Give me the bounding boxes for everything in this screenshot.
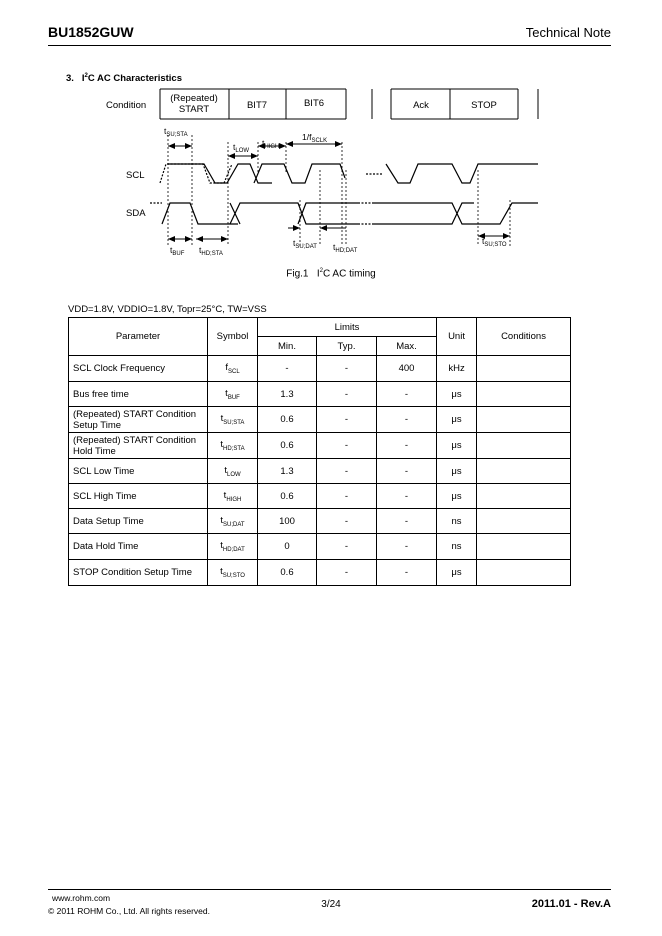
cell-conditions	[477, 382, 571, 407]
cell-max: -	[377, 484, 437, 509]
arrow-heads	[168, 141, 510, 242]
cell-symbol	[208, 407, 258, 433]
cell-unit: μs	[437, 407, 477, 433]
label-tsu-sta: $t_{SU;STA}$	[164, 126, 188, 138]
header-max: Max.	[377, 337, 437, 356]
symbol-main: t	[223, 489, 227, 501]
cell-typ: -	[317, 509, 377, 534]
scl-waveform	[160, 164, 538, 183]
header-conditions: Conditions	[477, 318, 571, 356]
cond-cell-bit6: BIT6	[303, 98, 325, 109]
cell-parameter: SCL Low Time	[69, 459, 208, 484]
signal-scl: SCL	[126, 170, 145, 181]
cell-symbol	[208, 534, 258, 560]
signal-sda: SDA	[126, 208, 146, 219]
test-conditions: VDD=1.8V, VDDIO=1.8V, Topr=25°C, TW=VSS	[68, 304, 267, 315]
cell-parameter: Bus free time	[69, 382, 208, 407]
label-tsu-dat: $t_{SU;DAT}$	[293, 238, 317, 250]
revision: 2011.01 - Rev.A	[531, 898, 611, 910]
symbol-sub: SU;DAT	[223, 521, 245, 528]
header-note: Technical Note	[525, 25, 611, 40]
cell-min: 0	[258, 534, 317, 560]
ac-characteristics-table	[68, 317, 571, 586]
symbol-main: t	[220, 413, 224, 425]
symbol-sub: SCL	[227, 368, 240, 375]
symbol-sub: SU;STA	[223, 419, 245, 426]
cell-min: 0.6	[258, 560, 317, 586]
symbol-main: t	[220, 540, 223, 552]
cell-parameter: SCL Clock Frequency	[69, 356, 208, 382]
cell-parameter: (Repeated) START Condition Setup Time	[69, 407, 208, 433]
cond-cell-repeated: (Repeated)	[170, 93, 218, 104]
cell-conditions	[477, 459, 571, 484]
label-thd-dat: $t_{HD;DAT}$	[333, 242, 358, 254]
caption-prefix: I	[316, 268, 320, 280]
cond-cell-ack: Ack	[413, 100, 429, 111]
section-rest: C AC Characteristics	[87, 73, 182, 85]
cell-parameter: (Repeated) START Condition Hold Time	[69, 433, 208, 459]
symbol-main: t	[225, 387, 228, 399]
cell-symbol	[208, 433, 258, 459]
label-fsclk: $1/f_{SCLK}$	[302, 132, 328, 144]
cell-conditions	[477, 433, 571, 459]
cell-max: -	[377, 560, 437, 586]
label-tlow: $t_{LOW}$	[233, 142, 250, 154]
cell-max: -	[377, 382, 437, 407]
cell-min: 1.3	[258, 459, 317, 484]
cell-typ: -	[317, 407, 377, 433]
cell-min: 0.6	[258, 433, 317, 459]
cell-min: -	[258, 356, 317, 382]
symbol-main: f	[225, 362, 228, 374]
figure-caption	[0, 268, 662, 279]
symbol-sub: BUF	[227, 394, 240, 401]
header-typ: Typ.	[317, 337, 377, 356]
cond-cell-bit7: BIT7	[246, 100, 268, 111]
cell-typ: -	[317, 534, 377, 560]
cell-parameter: STOP Condition Setup Time	[69, 560, 208, 586]
cell-typ: -	[317, 560, 377, 586]
symbol-main: t	[220, 514, 224, 526]
cell-unit: μs	[437, 459, 477, 484]
table-row	[69, 484, 571, 509]
cell-unit: ns	[437, 509, 477, 534]
caption-rest: C AC timing	[322, 268, 376, 280]
cell-max: 400	[377, 356, 437, 382]
cell-parameter: Data Hold Time	[69, 534, 208, 560]
cell-min: 100	[258, 509, 317, 534]
cell-unit: μs	[437, 382, 477, 407]
symbol-main: t	[220, 566, 223, 578]
header-unit: Unit	[437, 318, 477, 356]
cell-max: -	[377, 509, 437, 534]
cell-symbol	[208, 509, 258, 534]
symbol-sub: HD;STA	[223, 445, 245, 452]
timing-arrows	[168, 144, 510, 239]
symbol-main: t	[220, 439, 224, 451]
footer-url: www.rohm.com	[52, 893, 111, 903]
header-limits: Limits	[258, 318, 437, 337]
table-row	[69, 407, 571, 433]
cell-conditions	[477, 509, 571, 534]
cond-cell-stop: STOP	[471, 100, 497, 111]
cell-conditions	[477, 484, 571, 509]
label-thd-sta: $t_{HD;STA}$	[199, 245, 223, 257]
footer-copyright: © 2011 ROHM Co., Ltd. All rights reserved.	[48, 906, 211, 916]
cell-unit: μs	[437, 560, 477, 586]
section-sup: 2	[84, 73, 88, 79]
cell-symbol	[208, 560, 258, 586]
cell-min: 0.6	[258, 407, 317, 433]
header-symbol: Symbol	[208, 318, 258, 356]
cell-parameter: Data Setup Time	[69, 509, 208, 534]
cell-unit: μs	[437, 484, 477, 509]
symbol-sub: HIGH	[226, 496, 242, 503]
cell-typ: -	[317, 484, 377, 509]
section-number: 3.	[66, 73, 74, 85]
symbol-sub: SU;STO	[222, 572, 245, 579]
cell-typ: -	[317, 356, 377, 382]
cell-symbol	[208, 382, 258, 407]
cond-cell-start: START	[178, 104, 210, 115]
page-number: 3/24	[321, 899, 341, 910]
cell-conditions	[477, 407, 571, 433]
symbol-sub: LOW	[226, 471, 241, 478]
cell-conditions	[477, 560, 571, 586]
cell-conditions	[477, 356, 571, 382]
cell-symbol	[208, 459, 258, 484]
cell-max: -	[377, 407, 437, 433]
cell-min: 1.3	[258, 382, 317, 407]
label-thigh: $t_{HIGH}$	[262, 138, 280, 150]
cell-unit: μs	[437, 433, 477, 459]
caption-sup: 2	[319, 268, 323, 274]
table-row	[69, 433, 571, 459]
header-parameter: Parameter	[69, 318, 208, 356]
timing-guides	[168, 135, 510, 246]
timing-diagram	[0, 0, 662, 262]
header-min: Min.	[258, 337, 317, 356]
symbol-sub: HD;DAT	[222, 546, 245, 553]
table-row	[69, 356, 571, 382]
table-row	[69, 509, 571, 534]
condition-label: Condition	[106, 100, 147, 111]
cell-conditions	[477, 534, 571, 560]
sda-waveform	[150, 203, 538, 224]
cell-max: -	[377, 459, 437, 484]
cell-typ: -	[317, 433, 377, 459]
label-tsu-sto: $t_{SU;STO}$	[482, 236, 507, 248]
cell-symbol	[208, 356, 258, 382]
table-row	[69, 382, 571, 407]
table-row	[69, 459, 571, 484]
cell-parameter: SCL High Time	[69, 484, 208, 509]
cell-typ: -	[317, 459, 377, 484]
table-row	[69, 560, 571, 586]
cell-typ: -	[317, 382, 377, 407]
table-row	[69, 534, 571, 560]
cell-unit: ns	[437, 534, 477, 560]
symbol-main: t	[224, 464, 227, 476]
cell-symbol	[208, 484, 258, 509]
footer-divider	[48, 889, 611, 890]
section-prefix: I	[81, 73, 85, 85]
cell-max: -	[377, 534, 437, 560]
label-tbuf: $t_{BUF}$	[170, 245, 185, 257]
cell-min: 0.6	[258, 484, 317, 509]
cell-unit: kHz	[437, 356, 477, 382]
cell-max: -	[377, 433, 437, 459]
caption-fig: Fig.1	[286, 268, 309, 280]
document-title: BU1852GUW	[48, 24, 134, 40]
